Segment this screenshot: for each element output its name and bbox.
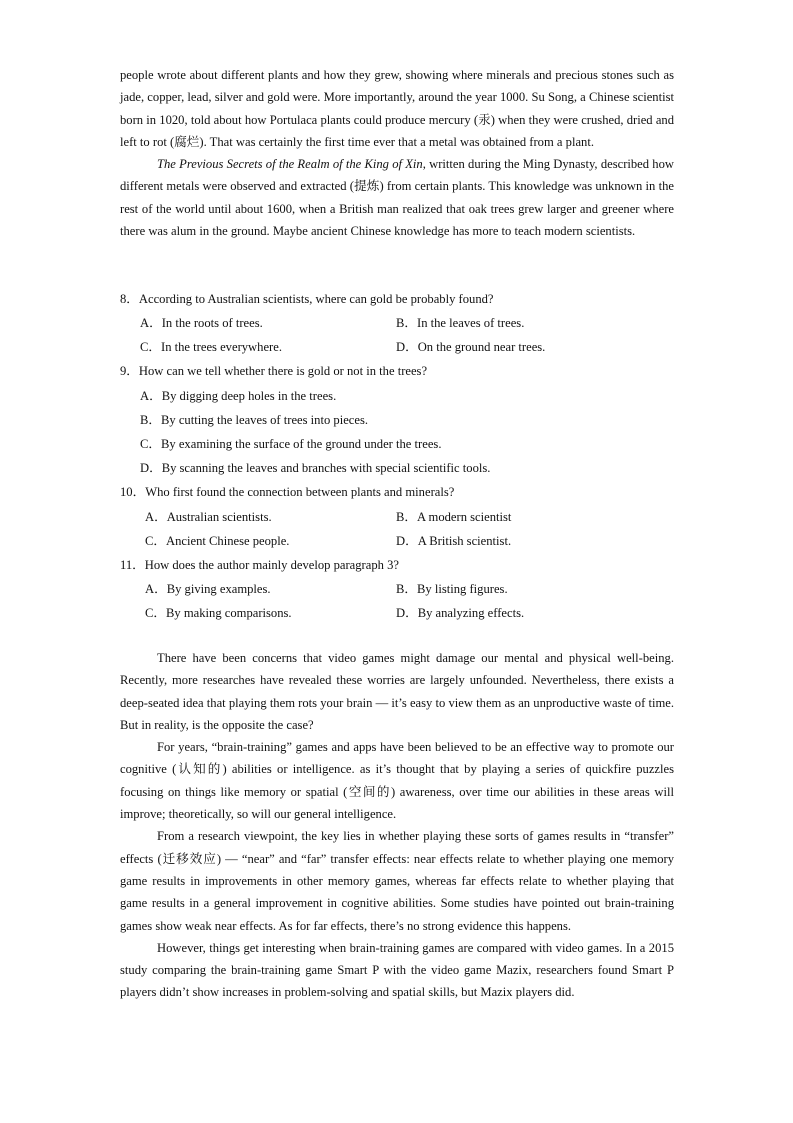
question-11-option-c[interactable]: C．By making comparisons. — [145, 606, 292, 620]
question-8-stem: 8．According to Australian scientists, where can gold be probably found? — [120, 292, 494, 306]
passage-1 — [120, 64, 674, 242]
question-8-option-b[interactable]: B．In the leaves of trees. — [396, 316, 525, 330]
question-10-stem: 10．Who first found the connection between plants and minerals? — [120, 485, 455, 499]
passage1-paragraph-a: people wrote about different plants and how they grew, showing where minerals and precious stones such as jade, copper, lead, silver and gold were. More importantly, around the year 1000. Su Song, a Chinese scientist born in 1020, told about how Portulaca plants could produce mercury (汞) when they were crushed, dried and left to rot (腐烂). That was certainly the first time ever that a metal was obtained from a plant. — [120, 68, 674, 149]
question-8-option-a[interactable]: A．In the roots of trees. — [140, 316, 263, 330]
question-11-option-b[interactable]: B．By listing figures. — [396, 582, 508, 596]
passage2-paragraph-4: However, things get interesting when brain-training games are compared with video games. In a 2015 study comparing the brain-training game Smart P with the video game Mazix, researchers found Smart P players didn’t show increases in problem-solving and spatial skills, but Mazix players did. — [120, 940, 674, 1000]
book-title: The Previous Secrets of the Realm of the King of Xin — [157, 157, 423, 172]
question-8-option-c[interactable]: C．In the trees everywhere. — [140, 340, 282, 354]
question-11-option-a[interactable]: A．By giving examples. — [145, 582, 271, 596]
question-11-option-d[interactable]: D．By analyzing effects. — [396, 606, 525, 620]
passage1-paragraph-b-text: , written during the Ming Dynasty, described how different metals were observed and extracted (提炼) from certain plants. This knowledge was unknown in the rest of the world until about 1600, when a British man realized that oak trees grew larger and greener where there was alum in the ground. Maybe ancient Chinese knowledge has more to teach modern scientists. — [120, 157, 674, 239]
question-9-stem: 9．How can we tell whether there is gold or not in the trees? — [120, 364, 428, 378]
question-10-option-c[interactable]: C．Ancient Chinese people. — [145, 534, 290, 548]
question-8-option-d[interactable]: D．On the ground near trees. — [396, 340, 546, 354]
question-10-option-d[interactable]: D．A British scientist. — [396, 534, 512, 548]
question-10-option-a[interactable]: A．Australian scientists. — [145, 510, 272, 524]
question-9-option-a[interactable]: A．By digging deep holes in the trees. — [140, 389, 337, 403]
passage-2 — [120, 647, 674, 1004]
question-11-stem: 11．How does the author mainly develop paragraph 3? — [120, 558, 399, 572]
passage2-paragraph-2: For years, “brain-training” games and apps have been believed to be an effective way to promote our cognitive (认知的) abilities or intelligence. as it’s thought that by playing a series of quickfire puzzles focusing on things like memory or spatial (空间的) awareness, over time our abilities in these areas will improve; theoretically, so will our general intelligence. — [120, 740, 674, 822]
question-10-option-b[interactable]: B．A modern scientist — [396, 510, 512, 524]
passage1-paragraph-b — [120, 153, 674, 242]
question-9-option-d[interactable]: D．By scanning the leaves and branches with special scientific tools. — [140, 461, 491, 475]
passage2-paragraph-3: From a research viewpoint, the key lies in whether playing these sorts of games results in “transfer” effects (迁移效应) — “near” and “far” transfer effects: near effects relate to whether playing one memory game results in improvements in other memory games, whereas far effects relate to whether playing that game results in a general improvement in cognitive abilities. Some studies have pointed out brain-training games show weak near effects. As for far effects, there’s no strong evidence this happens. — [120, 829, 674, 933]
question-9-option-c[interactable]: C．By examining the surface of the ground under the trees. — [140, 437, 442, 451]
passage2-paragraph-1: There have been concerns that video games might damage our mental and physical well-being. Recently, more researches have revealed these worries are largely unfounded. Nevertheless, there exists a deep-seated idea that playing them rots your brain — it’s easy to view them as an unproductive waste of time. But in reality, is the opposite the case? — [120, 651, 674, 732]
question-9-option-b[interactable]: B．By cutting the leaves of trees into pieces. — [140, 413, 369, 427]
